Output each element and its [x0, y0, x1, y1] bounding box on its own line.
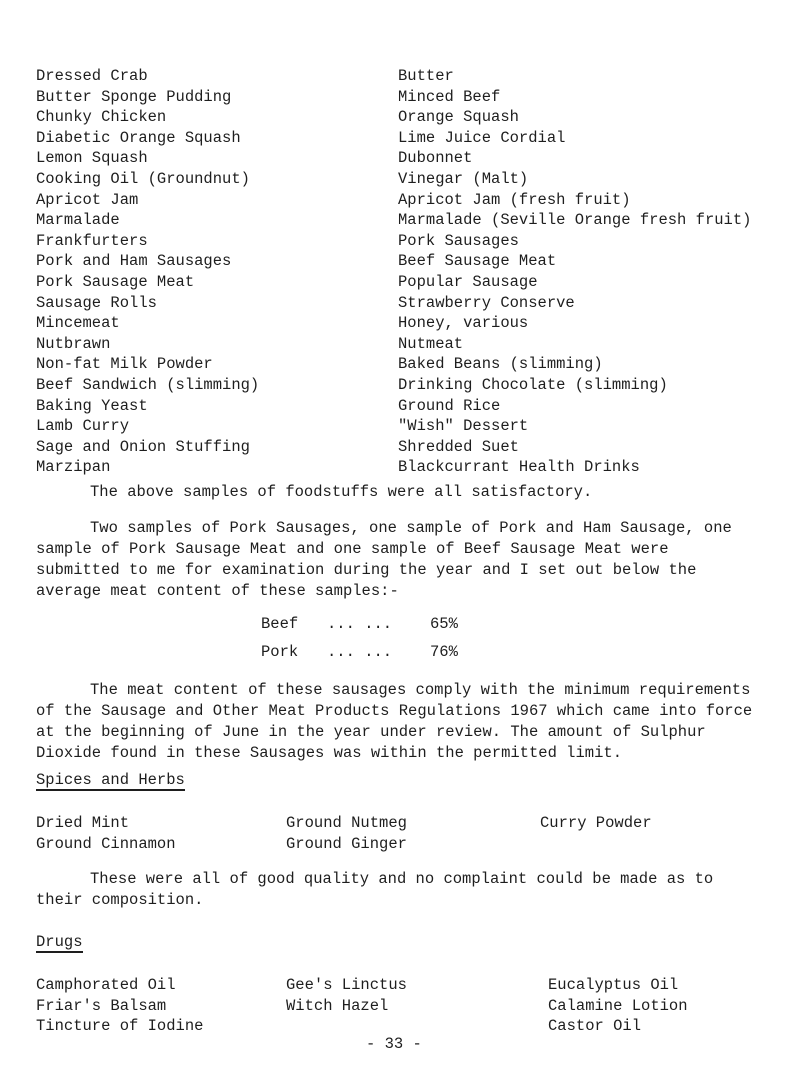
list-item: Marmalade	[36, 211, 120, 230]
list-item: Beef Sandwich (slimming)	[36, 375, 260, 394]
spices-column-3	[540, 813, 652, 834]
list-item: Lemon Squash	[36, 149, 148, 168]
list-item: Shredded Suet	[398, 437, 519, 456]
list-item: Nutmeat	[398, 334, 464, 353]
list-item: Blackcurrant Health Drinks	[398, 458, 640, 477]
meat-value: 76%	[430, 643, 458, 661]
list-item: Sage and Onion Stuffing	[36, 437, 250, 456]
meat-value: 65%	[430, 615, 458, 633]
list-item: "Wish" Dessert	[398, 417, 529, 436]
spices-column-1	[36, 813, 176, 854]
list-item: Vinegar (Malt)	[398, 169, 529, 188]
page-number: - 33 -	[366, 1035, 422, 1053]
drugs-column-2	[286, 975, 407, 1016]
list-item: Marzipan	[36, 458, 111, 477]
list-item: Strawberry Conserve	[398, 293, 575, 312]
list-item: Apricot Jam	[36, 190, 139, 209]
list-item: Eucalyptus Oil	[548, 976, 679, 994]
meat-content-row-beef	[261, 615, 458, 633]
list-item: Apricot Jam (fresh fruit)	[398, 190, 631, 209]
list-item: Pork Sausage Meat	[36, 272, 195, 291]
list-item: Witch Hazel	[286, 996, 389, 1015]
list-item: Ground Ginger	[286, 834, 407, 853]
drugs-column-3	[548, 975, 688, 1037]
list-item: Calamine Lotion	[548, 996, 688, 1015]
list-item: Gee's Linctus	[286, 976, 407, 994]
spices-heading: Spices and Herbs	[36, 771, 185, 789]
list-item: Tincture of Iodine	[36, 1017, 204, 1035]
list-item: Curry Powder	[540, 814, 652, 832]
list-item: Pork Sausages	[398, 231, 519, 250]
list-item: Friar's Balsam	[36, 996, 167, 1015]
list-item: Dressed Crab	[36, 67, 148, 85]
list-item: Marmalade (Seville Orange fresh fruit)	[398, 211, 752, 230]
regulations-paragraph: The meat content of these sausages comply with the minimum requirements of the Sausage and Other Meat Products Regulations 1967 which came into force at the beginning of June in the year under review. The amount of Sulphur Dioxide found in these Sausages was within the permitted limit.	[36, 681, 762, 762]
leader-dots: ... ...	[327, 615, 393, 633]
list-item: Orange Squash	[398, 108, 519, 127]
list-item: Minced Beef	[398, 87, 501, 106]
list-item: Mincemeat	[36, 314, 120, 333]
list-item: Sausage Rolls	[36, 293, 157, 312]
list-item: Camphorated Oil	[36, 976, 176, 994]
sausage-paragraph: Two samples of Pork Sausages, one sample of Pork and Ham Sausage, one sample of Pork Sausage Meat and one sample of Beef Sausage Meat were submitted to me for examination during the year and I set out below the average meat content of these samples:-	[36, 519, 742, 600]
list-item: Dubonnet	[398, 149, 473, 168]
list-item: Butter Sponge Pudding	[36, 87, 232, 106]
drugs-heading: Drugs	[36, 933, 83, 951]
list-item: Pork and Ham Sausages	[36, 252, 232, 271]
meat-content-row-pork	[261, 643, 458, 661]
list-item: Baked Beans (slimming)	[398, 355, 603, 374]
satisfactory-statement: The above samples of foodstuffs were all satisfactory.	[90, 483, 593, 501]
list-item: Non-fat Milk Powder	[36, 355, 213, 374]
list-item: Castor Oil	[548, 1017, 642, 1035]
spices-column-2	[286, 813, 407, 854]
list-item: Nutbrawn	[36, 334, 111, 353]
list-item: Chunky Chicken	[36, 108, 167, 127]
list-item: Cooking Oil (Groundnut)	[36, 169, 250, 188]
list-item: Beef Sausage Meat	[398, 252, 557, 271]
list-item: Diabetic Orange Squash	[36, 128, 241, 147]
list-item: Ground Nutmeg	[286, 814, 407, 832]
meat-label: Pork	[261, 643, 299, 661]
meat-label: Beef	[261, 615, 299, 633]
list-item: Popular Sausage	[398, 272, 538, 291]
list-item: Lamb Curry	[36, 417, 130, 436]
list-item: Baking Yeast	[36, 396, 148, 415]
spices-note: These were all of good quality and no complaint could be made as to their composition.	[36, 870, 723, 909]
list-item: Ground Rice	[398, 396, 501, 415]
food-list-left	[36, 66, 259, 478]
leader-dots: ... ...	[327, 643, 393, 661]
list-item: Butter	[398, 67, 454, 85]
drugs-column-1	[36, 975, 203, 1037]
food-list-right	[398, 66, 751, 478]
list-item: Frankfurters	[36, 231, 148, 250]
list-item: Lime Juice Cordial	[398, 128, 566, 147]
list-item: Dried Mint	[36, 814, 130, 832]
list-item: Ground Cinnamon	[36, 834, 176, 853]
list-item: Honey, various	[398, 314, 529, 333]
list-item: Drinking Chocolate (slimming)	[398, 375, 668, 394]
